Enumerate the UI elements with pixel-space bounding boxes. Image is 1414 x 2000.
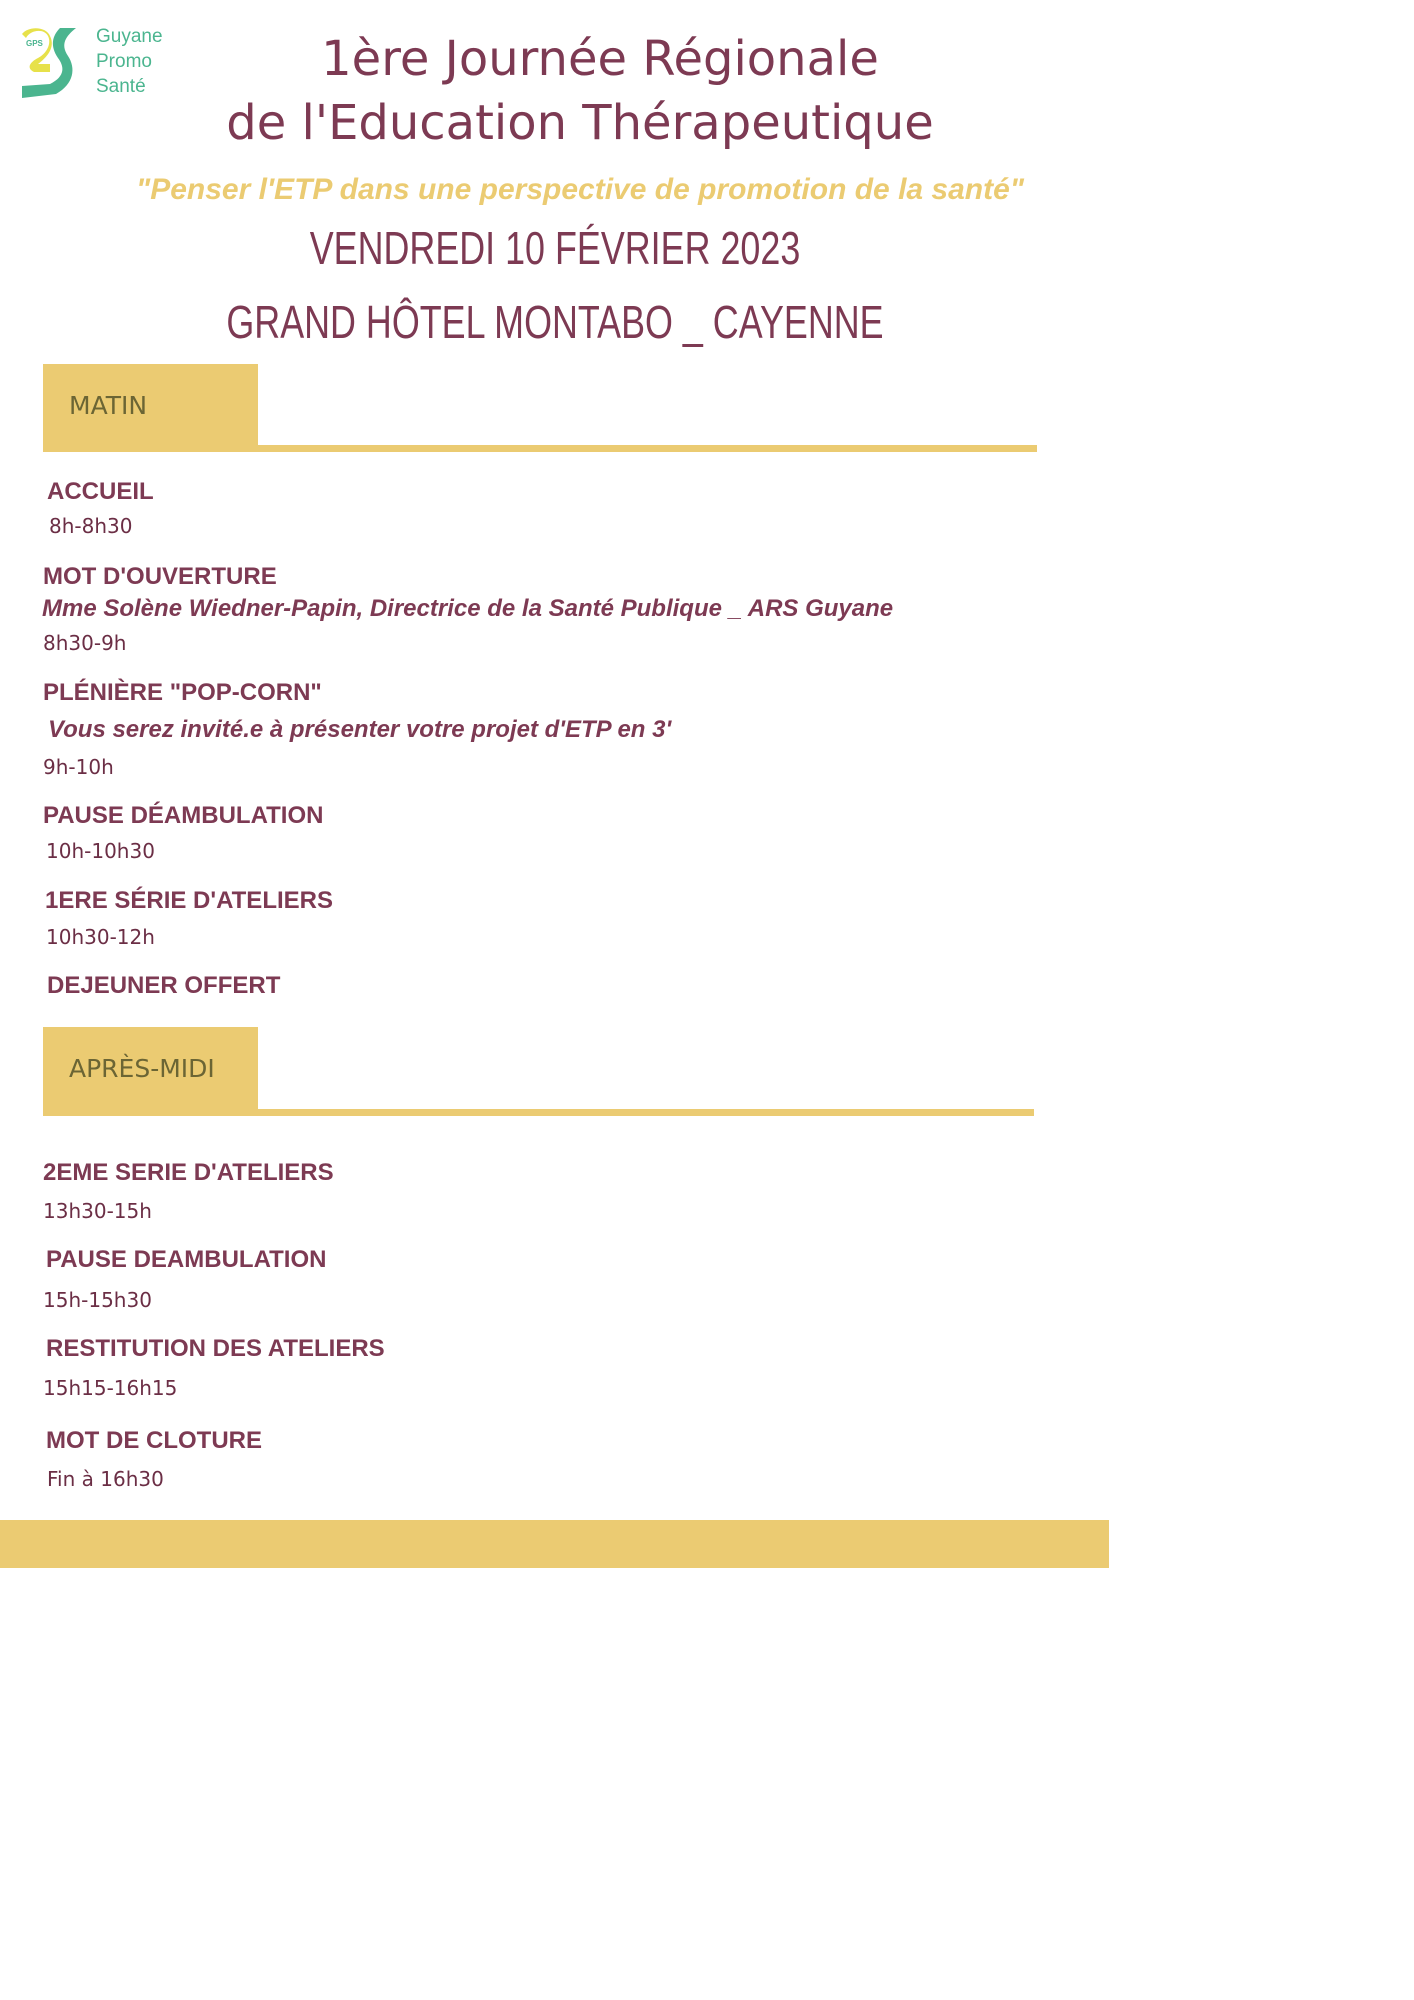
agenda-item-time-ouverture: 8h30-9h — [43, 631, 127, 655]
agenda-item-title-dejeuner: DEJEUNER OFFERT — [47, 972, 281, 999]
section-divider-afternoon — [43, 1109, 1034, 1116]
agenda-item-time-ateliers-1: 10h30-12h — [46, 925, 155, 949]
agenda-item-time-pause-2: 15h-15h30 — [43, 1288, 152, 1312]
agenda-item-title-restitution: RESTITUTION DES ATELIERS — [46, 1335, 385, 1362]
agenda-item-note-pleniere: Vous serez invité.e à présenter votre projet d'ETP en 3' — [48, 716, 672, 743]
event-title-line-2: de l'Education Thérapeutique — [226, 95, 934, 151]
gps-badge-text: GPS — [26, 39, 43, 48]
logo-line-1: Guyane — [96, 26, 163, 47]
event-venue: GRAND HÔTEL MONTABO _ CAYENNE — [226, 296, 884, 348]
agenda-item-time-pleniere: 9h-10h — [43, 755, 114, 779]
logo-wordmark — [96, 24, 163, 99]
agenda-item-time-cloture: Fin à 16h30 — [47, 1467, 164, 1491]
logo-line-3: Santé — [96, 76, 146, 97]
section-tab-morning — [43, 364, 258, 446]
agenda-item-title-ateliers-1: 1ERE SÉRIE D'ATELIERS — [45, 887, 333, 914]
event-title-line-1: 1ère Journée Régionale — [321, 31, 879, 87]
agenda-item-time-ateliers-2: 13h30-15h — [43, 1199, 152, 1223]
section-label-afternoon: APRÈS-MIDI — [69, 1053, 215, 1083]
event-date: VENDREDI 10 FÉVRIER 2023 — [309, 222, 801, 274]
section-divider-morning — [43, 445, 1037, 452]
section-label-morning: MATIN — [69, 390, 148, 420]
agenda-item-title-ateliers-2: 2EME SERIE D'ATELIERS — [43, 1159, 334, 1186]
agenda-item-title-pause-2: PAUSE DEAMBULATION — [46, 1246, 327, 1273]
agenda-item-title-accueil: ACCUEIL — [47, 478, 154, 505]
footer-band — [0, 1520, 1109, 1568]
agenda-item-title-pleniere: PLÉNIÈRE "POP-CORN" — [43, 679, 322, 706]
logo-line-2: Promo — [96, 51, 152, 72]
section-tab-afternoon — [43, 1027, 258, 1109]
agenda-item-speaker-ouverture: Mme Solène Wiedner-Papin, Directrice de la Santé Publique _ ARS Guyane — [42, 595, 894, 622]
agenda-item-time-restitution: 15h15-16h15 — [43, 1376, 178, 1400]
agenda-item-time-accueil: 8h-8h30 — [49, 514, 133, 538]
agenda-item-time-pause-1: 10h-10h30 — [46, 839, 155, 863]
agenda-item-title-pause-1: PAUSE DÉAMBULATION — [43, 802, 324, 829]
event-tagline: "Penser l'ETP dans une perspective de promotion de la santé" — [135, 173, 1025, 206]
agenda-item-title-cloture: MOT DE CLOTURE — [46, 1427, 262, 1454]
agenda-item-title-ouverture: MOT D'OUVERTURE — [43, 563, 277, 590]
gps-logo-icon — [20, 24, 84, 100]
gps-logo — [20, 24, 190, 100]
